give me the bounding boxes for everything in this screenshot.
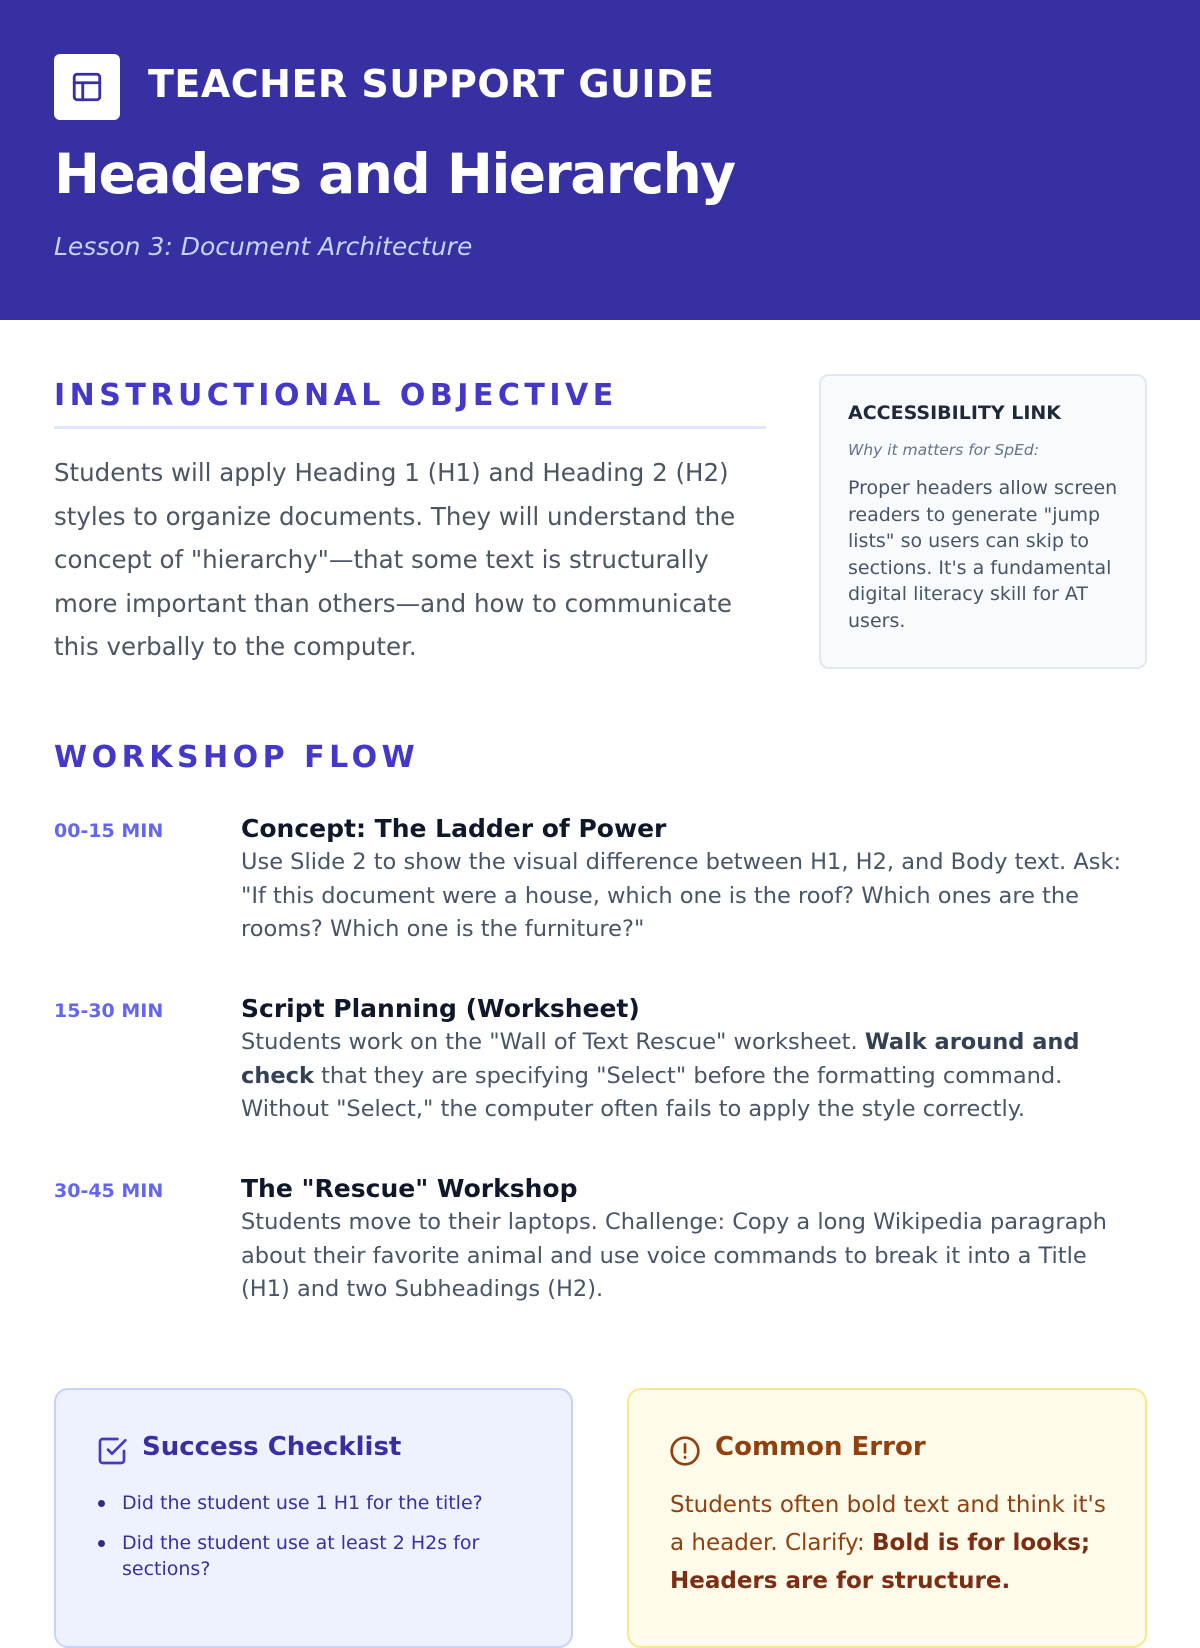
checklist-item: Did the student use 1 H1 for the title? bbox=[122, 1490, 542, 1516]
guide-brand: TEACHER SUPPORT GUIDE bbox=[148, 62, 715, 106]
workshop-time: 30-45 MIN bbox=[54, 1180, 164, 1202]
accessibility-title: ACCESSIBILITY LINK bbox=[848, 402, 1062, 424]
checkbox-icon bbox=[96, 1435, 128, 1467]
alert-circle-icon bbox=[669, 1435, 701, 1467]
workshop-desc: Use Slide 2 to show the visual difference between H1, H2, and Body text. Ask: "If this document were a house, which one is the roof? Which ones are the rooms? Which one is the furniture?" bbox=[241, 849, 1122, 942]
checklist-title: Success Checklist bbox=[142, 1432, 402, 1462]
workshop-time: 00-15 MIN bbox=[54, 820, 164, 842]
workshop-content bbox=[241, 1172, 1141, 1307]
workshop-desc-text: that they are specifying "Select" before the formatting command. Without "Select," the computer often fails to apply the style correctly. bbox=[241, 1062, 1063, 1122]
accessibility-card bbox=[819, 374, 1147, 669]
common-error-title: Common Error bbox=[715, 1432, 926, 1462]
common-error-body: Students often bold text and think it's a header. Clarify: bbox=[670, 1492, 1106, 1556]
page-title: Headers and Hierarchy bbox=[54, 142, 735, 206]
workshop-desc-text: Students work on the "Wall of Text Rescue" worksheet. bbox=[241, 1029, 865, 1055]
workshop-title: Concept: The Ladder of Power bbox=[241, 814, 667, 843]
workshop-desc: Students move to their laptops. Challenge: Copy a long Wikipedia paragraph about their favorite animal and use voice commands to break it into a Title (H1) and two Subheadings (H2). bbox=[241, 1209, 1107, 1302]
lesson-subtitle: Lesson 3: Document Architecture bbox=[54, 232, 473, 261]
page-header bbox=[0, 0, 1200, 320]
objective-divider bbox=[54, 426, 766, 429]
workshop-content bbox=[241, 992, 1141, 1127]
success-checklist-card bbox=[54, 1388, 573, 1648]
workshop-title: The "Rescue" Workshop bbox=[241, 1174, 578, 1203]
workshop-time: 15-30 MIN bbox=[54, 1000, 164, 1022]
objective-text: Students will apply Heading 1 (H1) and Heading 2 (H2) styles to organize documents. They will understand the concept of "hierarchy"—that some text is structurally more important than others—and how to communicate this verbally to the computer. bbox=[54, 458, 736, 661]
accessibility-body: Proper headers allow screen readers to generate "jump lists" so users can skip to sections. It's a fundamental digital literacy skill for AT users. bbox=[848, 477, 1118, 632]
workshop-heading: WORKSHOP FLOW bbox=[54, 740, 420, 775]
common-error-text bbox=[670, 1486, 1110, 1600]
objective-heading: INSTRUCTIONAL OBJECTIVE bbox=[54, 378, 618, 413]
layout-icon bbox=[70, 70, 104, 104]
workshop-desc bbox=[241, 1026, 1141, 1127]
logo-badge bbox=[54, 54, 120, 120]
common-error-card bbox=[627, 1388, 1147, 1648]
checklist-items bbox=[122, 1490, 542, 1596]
workshop-content bbox=[241, 812, 1141, 947]
common-error-emphasis: Bold is for looks; Headers are for structure. bbox=[670, 1530, 1091, 1594]
workshop-desc-emphasis: Walk around and check bbox=[241, 1029, 1080, 1089]
workshop-title: Script Planning (Worksheet) bbox=[241, 994, 640, 1023]
accessibility-subtitle: Why it matters for SpEd: bbox=[848, 441, 1039, 459]
checklist-item: Did the student use at least 2 H2s for sections? bbox=[122, 1530, 542, 1582]
